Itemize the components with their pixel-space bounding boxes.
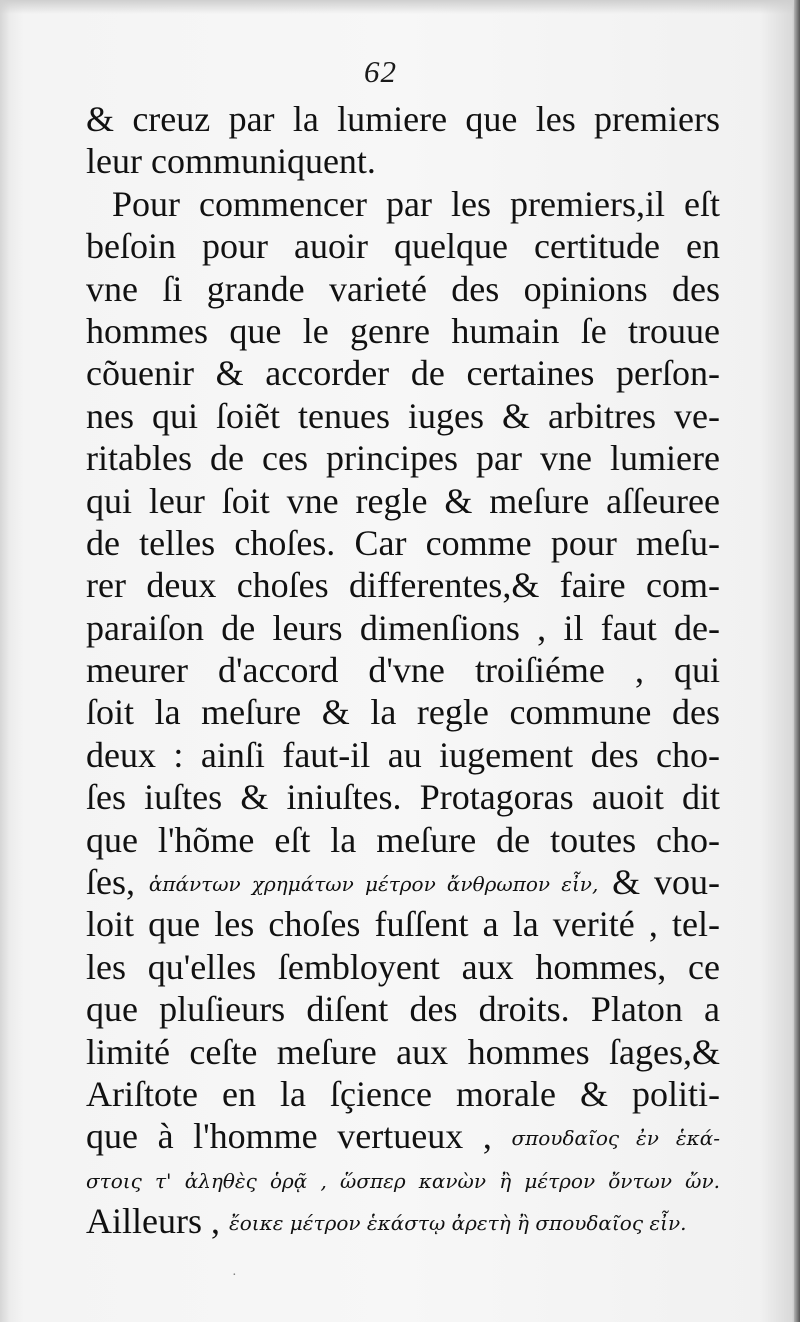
page-number: 62 bbox=[364, 54, 397, 89]
line-end: & vou- bbox=[612, 862, 720, 903]
body-text bbox=[86, 98, 720, 1243]
text-line: & creuz par la lumiere que les premiers bbox=[86, 99, 720, 139]
text-line-with-greek bbox=[86, 861, 720, 903]
line-start: ſes, bbox=[86, 862, 135, 903]
page-top-shadow bbox=[0, 0, 800, 14]
text-line: ſoit la meſure & la regle commune des bbox=[86, 692, 720, 733]
text-line-with-greek bbox=[86, 1115, 720, 1157]
text-line: Ariſtote en la ſçience morale & politi- bbox=[86, 1073, 720, 1114]
text-line: leur communiquent. bbox=[86, 141, 376, 182]
text-line: nes qui ſoiẽt tenues iuges & arbitres ve- bbox=[86, 395, 720, 436]
line-start: que à l'homme vertueux , bbox=[86, 1116, 492, 1157]
greek-line bbox=[86, 1158, 720, 1200]
text-line-with-greek bbox=[86, 1200, 720, 1242]
text-line: hommes que le genre humain ſe trouue bbox=[86, 310, 720, 351]
greek-quotation: σπουδαῖος ἐν ἑκά- bbox=[511, 1126, 720, 1151]
text-line: qui leur ſoit vne regle & meſure aſſeuree bbox=[86, 480, 720, 521]
text-line: deux : ainſi faut-il au iugement des cho- bbox=[86, 734, 720, 775]
catch-mark: · bbox=[232, 1268, 237, 1283]
text-line: que l'hõme eſt la meſure de toutes cho- bbox=[86, 819, 720, 860]
text-line: de telles choſes. Car comme pour meſu- bbox=[86, 522, 720, 563]
text-line: Pour commencer par les premiers,il eſt bbox=[112, 183, 720, 224]
text-line: les qu'elles ſembloyent aux hommes, ce bbox=[86, 946, 720, 987]
binding-edge-shadow bbox=[794, 0, 800, 1322]
text-line: paraiſon de leurs dimenſions , il faut de- bbox=[86, 607, 720, 648]
greek-quotation: στοις τ' ἀληθὲς ὁρᾷ , ὥσπερ κανὼν ἢ μέτρον ὄντων ὤν. bbox=[86, 1168, 720, 1193]
line-start: Ailleurs , bbox=[86, 1201, 220, 1242]
greek-quotation: ἔοικε μέτρον ἑκάστῳ ἀρετὴ ἢ σπουδαῖος εἶν. bbox=[228, 1211, 687, 1236]
text-line: beſoin pour auoir quelque certitude en bbox=[86, 226, 720, 267]
greek-quotation: ἁπάντων χρημάτων μέτρον ἄνθρωπον εἶν, bbox=[148, 872, 599, 897]
text-line: meurer d'accord d'vne troiſiéme , qui bbox=[86, 650, 720, 691]
text-line: rer deux choſes differentes,& faire com- bbox=[86, 565, 720, 606]
text-line: ſes iuſtes & iniuſtes. Protagoras auoit dit bbox=[86, 777, 720, 818]
text-line: ritables de ces principes par vne lumiere bbox=[86, 438, 720, 479]
text-line: loit que les choſes fuſſent a la verité , tel- bbox=[86, 904, 720, 945]
text-line: vne ſi grande varieté des opinions des bbox=[86, 268, 720, 309]
text-line: que pluſieurs diſent des droits. Platon a bbox=[86, 989, 720, 1030]
text-line: limité ceſte meſure aux hommes ſages,& bbox=[86, 1031, 720, 1072]
text-line: cõuenir & accorder de certaines perſon- bbox=[86, 353, 720, 394]
